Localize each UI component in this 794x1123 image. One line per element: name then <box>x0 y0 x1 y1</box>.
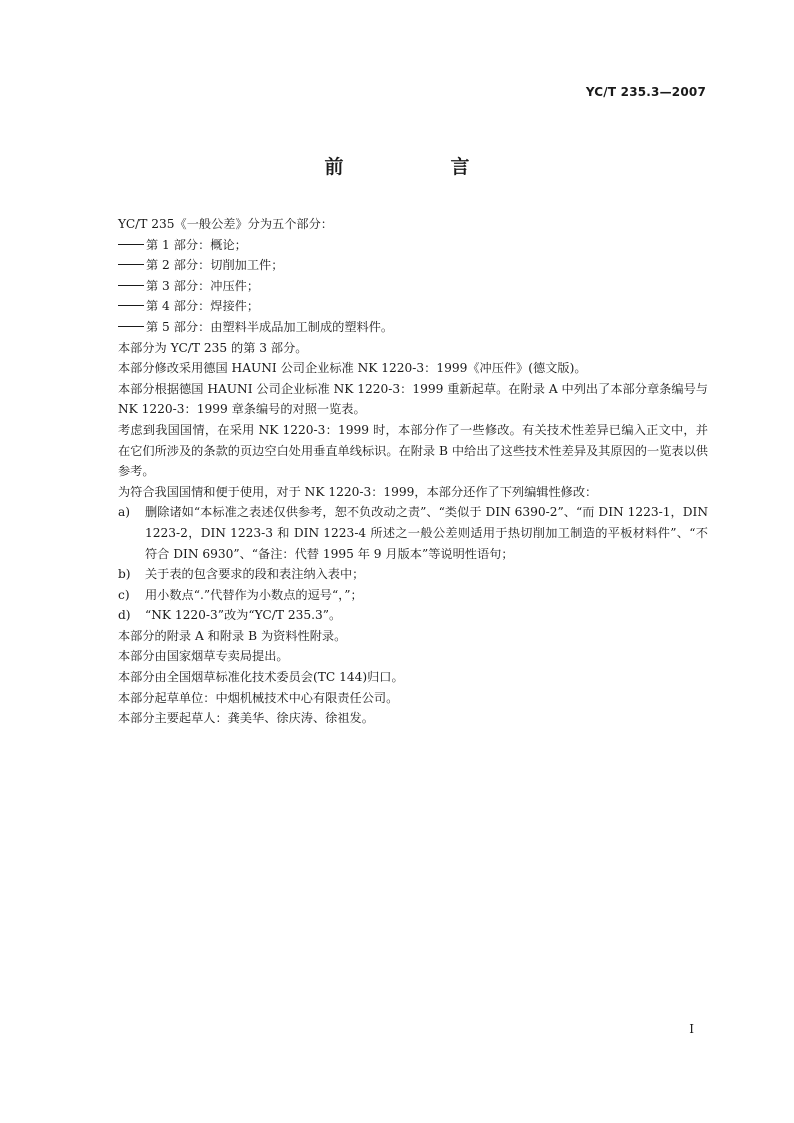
edit-text: 用小数点“.”代替作为小数点的逗号“，”； <box>145 587 363 602</box>
edit-item <box>118 585 708 606</box>
dash-mark <box>118 326 144 327</box>
part-item <box>118 255 708 276</box>
foreword-body <box>118 214 708 729</box>
edit-text: 删除诸如“本标准之表述仅供参考，恕不负改动之责”、“类似于 DIN 6390-2”、“而 DIN 1223-1，DIN 1223-2，DIN 1223-3 和 DIN 1223-4 所述之一般公差则适用于热切削加工制造的平板材料件”、“不符合 DIN 6930”、“备注：代替 1995 年 9 月版本”等说明性语句； <box>145 505 708 561</box>
page-title: 前 言 <box>324 156 514 178</box>
part-item-text: 第 2 部分：切削加工件； <box>146 258 284 273</box>
edit-text: “NK 1220-3”改为“YC/T 235.3”。 <box>145 608 342 623</box>
dash-mark <box>118 264 144 265</box>
edit-item <box>118 605 708 626</box>
edit-item <box>118 564 708 585</box>
page-number: I <box>689 1022 694 1036</box>
part-item-text: 第 1 部分：概论； <box>146 237 247 252</box>
edit-text: 关于表的包含要求的段和表注纳入表中； <box>145 567 365 582</box>
intro-paragraph: YC/T 235《一般公差》分为五个部分： <box>118 217 333 231</box>
dash-mark <box>118 305 144 306</box>
edit-item <box>118 502 708 564</box>
paragraph-text: 考虑到我国国情，在采用 NK 1220-3：1999 时，本部分作了一些修改。有关技术性差异已编入正文中，并在它们所涉及的条款的页边空白处用垂直单线标识。在附录 B 中给出了这些技术性差异及其原因的一览表以供参考。 <box>118 422 708 479</box>
edit-marker: a) <box>118 505 131 520</box>
paragraph <box>87 420 708 482</box>
paragraph: 本部分为 YC/T 235 的第 3 部分。 <box>118 340 308 355</box>
part-item <box>118 276 708 297</box>
paragraph: 本部分主要起草人：龚美华、徐庆涛、徐祖发。 <box>118 711 374 726</box>
paragraph: 本部分起草单位：中烟机械技术中心有限责任公司。 <box>118 690 399 705</box>
paragraph: 本部分的附录 A 和附录 B 为资料性附录。 <box>118 628 347 643</box>
paragraph-text: 本部分根据德国 HAUNI 公司企业标准 NK 1220-3：1999 重新起草。在附录 A 中列出了本部分章条编号与 NK 1220-3：1999 章条编号的对照一览表。 <box>118 381 708 417</box>
paragraph: 为符合我国国情和便于使用，对于 NK 1220-3：1999，本部分还作了下列编辑性修改： <box>118 484 598 499</box>
paragraph: 本部分由全国烟草标准化技术委员会(TC 144)归口。 <box>118 670 404 685</box>
part-item-text: 第 5 部分：由塑料半成品加工制成的塑料件。 <box>146 319 394 334</box>
dash-mark <box>118 244 144 245</box>
dash-mark <box>118 285 144 286</box>
edit-marker: b) <box>118 567 131 582</box>
part-item <box>118 296 708 317</box>
paragraph: 本部分由国家烟草专卖局提出。 <box>118 649 289 664</box>
edit-marker: c) <box>118 587 130 602</box>
standard-code: YC/T 235.3—2007 <box>585 85 706 99</box>
part-item <box>118 317 708 338</box>
part-item-text: 第 3 部分：冲压件； <box>146 278 260 293</box>
edit-marker: d) <box>118 608 131 623</box>
paragraph <box>87 379 708 420</box>
part-item <box>118 235 708 256</box>
paragraph: 本部分修改采用德国 HAUNI 公司企业标准 NK 1220-3：1999《冲压件》(德文版)。 <box>118 361 587 376</box>
part-item-text: 第 4 部分：焊接件； <box>146 299 260 314</box>
